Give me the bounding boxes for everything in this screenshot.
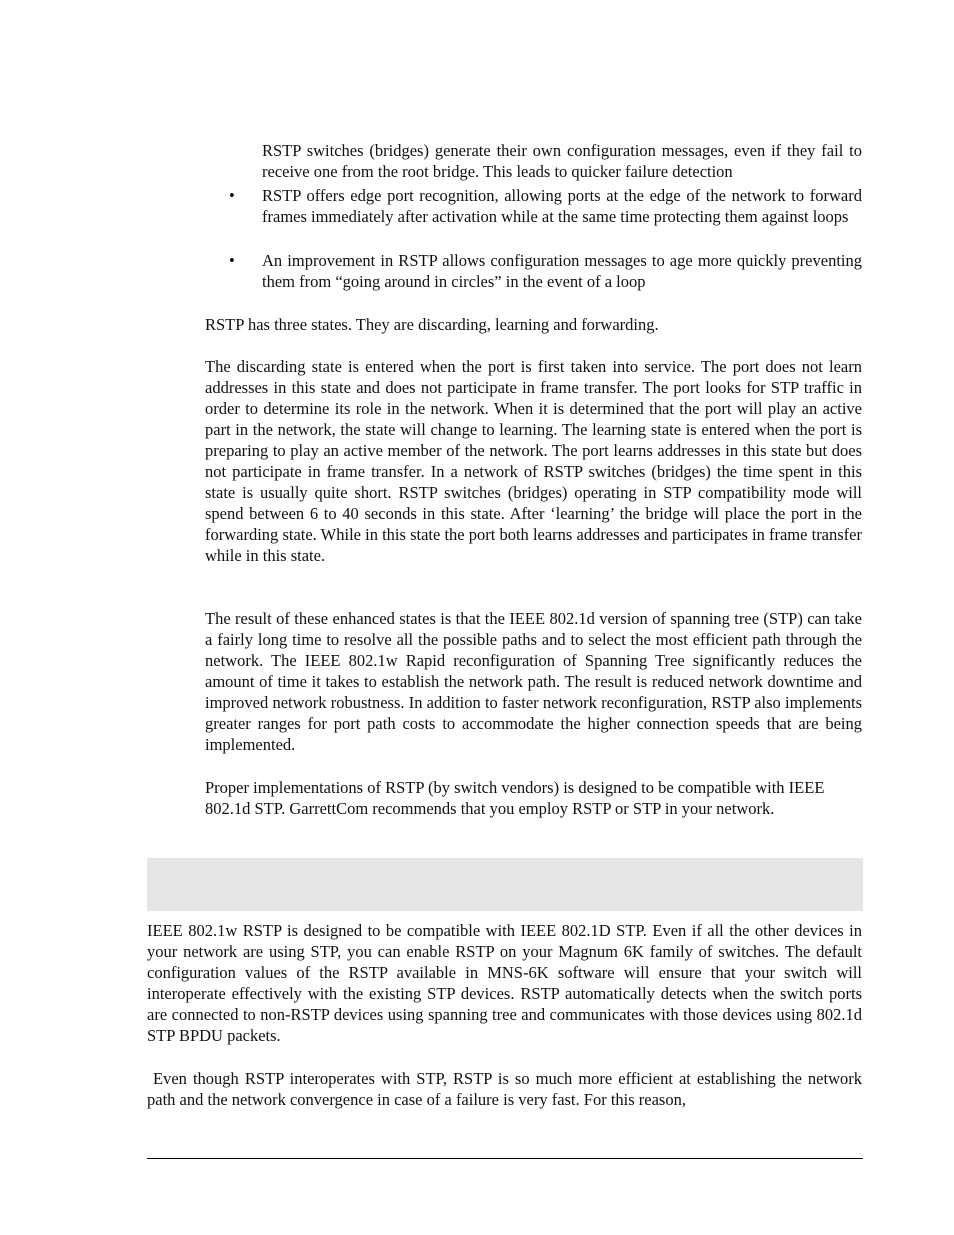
bullet-text: An improvement in RSTP allows configuration messages to age more quickly preventing them from “going around in circles” in the event of a loop [262, 251, 862, 291]
enhanced-states-paragraph: The result of these enhanced states is that the IEEE 802.1d version of spanning tree (STP) can take a fairly long time to resolve all the possible paths and to select the most efficient path through the network. The IEEE 802.1w Rapid reconfiguration of Spanning Tree significantly reduces the amount of time it takes to establish the network path. The result is reduced network downtime and improved network robustness. In addition to faster network reconfiguration, RSTP also implements greater ranges for port path costs to accommodate the higher connection speeds that are being implemented. [205, 609, 862, 754]
footer-divider [147, 1158, 863, 1159]
continued-paragraph: RSTP switches (bridges) generate their own configuration messages, even if they fail to receive one from the root bridge. This leads to quicker failure detection [262, 141, 862, 181]
implementations-paragraph: Proper implementations of RSTP (by switch vendors) is designed to be compatible with IEEE 802.1d STP. GarrettCom recommends that you employ RSTP or STP in your network. [205, 778, 825, 818]
bullet-text: RSTP offers edge port recognition, allowing ports at the edge of the network to forward frames immediately after activation while at the same time protecting them against loops [262, 186, 862, 226]
list-item [229, 250, 862, 292]
efficiency-paragraph: Even though RSTP interoperates with STP, RSTP is so much more efficient at establishing the network path and the network convergence in case of a failure is very fast. For this reason, [147, 1069, 867, 1109]
bullet-icon: • [229, 251, 235, 270]
section-heading-band [147, 858, 863, 911]
bullet-icon: • [229, 186, 235, 205]
compat-paragraph: IEEE 802.1w RSTP is designed to be compatible with IEEE 802.1D STP. Even if all the other devices in your network are using STP, you can enable RSTP on your Magnum 6K family of switches. The default configuration values of the RSTP available in MNS-6K software will ensure that your switch will interoperate effectively with the existing STP devices. RSTP automatically detects when the switch ports are connected to non-RSTP devices using spanning tree and communicates with those devices using 802.1d STP BPDU packets. [147, 921, 862, 1045]
list-item [229, 185, 862, 248]
states-detail-paragraph: The discarding state is entered when the port is first taken into service. The port does not learn addresses in this state and does not participate in frame transfer. The port looks for STP traffic in order to determine its role in the network. When it is determined that the port will play an active part in the network, the state will change to learning. The learning state is entered when the port is preparing to play an active member of the network. The port learns addresses in this state but does not participate in frame transfer. In a network of RSTP switches (bridges) the time spent in this state is usually quite short. RSTP switches (bridges) operating in STP compatibility mode will spend between 6 to 40 seconds in this state. After ‘learning’ the bridge will place the port in the forwarding state. While in this state the port both learns addresses and participates in frame transfer while in this state. [205, 357, 862, 565]
states-intro-paragraph: RSTP has three states. They are discarding, learning and forwarding. [205, 315, 659, 334]
